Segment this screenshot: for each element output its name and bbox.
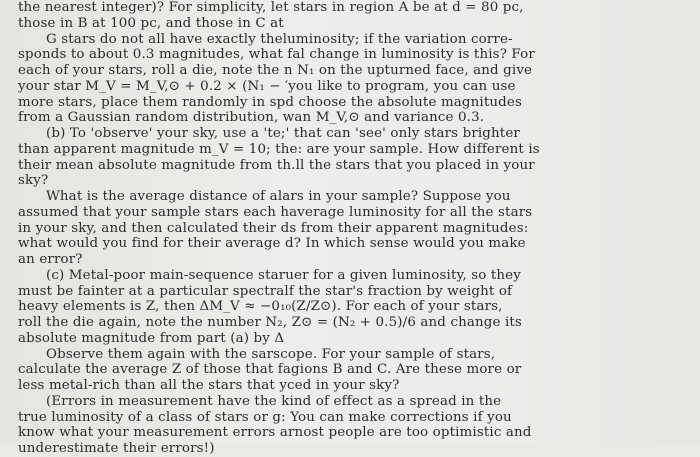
text-line: assumed that your sample stars each haverage luminosity for all the stars [18, 204, 533, 220]
text-line: what would you find for their average d? In which sense would you make [18, 236, 526, 252]
text-line: must be fainter at a particular spectralf the star's fraction by weight of [18, 283, 513, 299]
text-line: more stars, place them randomly in spd choose the absolute magnitudes [18, 94, 522, 110]
text-line: sponds to about 0.3 magnitudes, what fal change in luminosity is this? For [18, 47, 535, 63]
problem-text [18, 0, 688, 457]
text-line: calculate the average Z of those that fagions B and C. Are these more or [18, 362, 522, 378]
text-line: less metal-rich than all the stars that yced in your sky? [18, 378, 400, 393]
text-line: their mean absolute magnitude from th.ll the stars that you placed in your [18, 157, 535, 173]
text-line: What is the average distance of alars in your sample? Suppose you [46, 189, 511, 204]
text-line: know what your measurement errors arnost people are too optimistic and [18, 425, 532, 441]
text-line: roll the die again, note the number N₂, Z⊙ = (N₂ + 0.5)/6 and change its [18, 315, 522, 330]
text-line: your star M_V = M_V,⊙ + 0.2 × (N₁ − ′you like to program, you can use [18, 78, 516, 94]
text-line: in your sky, and then calculated their ds from their apparent magnitudes: [18, 220, 529, 236]
text-line: G stars do not all have exactly theluminosity; if the variation corre- [46, 31, 513, 47]
text-line: (Errors in measurement have the kind of effect as a spread in the [46, 393, 502, 409]
text-line: sky? [18, 173, 49, 189]
text-line: (c) Metal-poor main-sequence staruer for a given luminosity, so they [46, 267, 521, 283]
text-line: (b) To 'observe' your sky, use a 'te;' that can 'see' only stars brighter [46, 126, 520, 141]
text-line: absolute magnitude from part (a) by Δ [18, 330, 285, 346]
text-line: an error? [18, 252, 83, 267]
text-line: underestimate their errors!) [18, 441, 215, 456]
text-line: each of your stars, roll a die, note the n N₁ on the upturned face, and give [18, 63, 533, 78]
text-line: heavy elements is Z, then ΔM_V ≈ −0₁₀(Z/Z⊙). For each of your stars, [18, 299, 503, 315]
text-line: those in B at 100 pc, and those in C at [18, 15, 284, 31]
text-line: than apparent magnitude m_V = 10; the: are your sample. How different is [18, 141, 540, 157]
text-line: from a Gaussian random distribution, wan M_V,⊙ and variance 0.3. [18, 110, 485, 126]
text-line: true luminosity of a class of stars or g: You can make corrections if you [18, 409, 512, 425]
text-line: the nearest integer)? For simplicity, let stars in region A be at d = 80 pc, [18, 0, 524, 15]
text-line: Observe them again with the sarscope. For your sample of stars, [46, 346, 496, 362]
